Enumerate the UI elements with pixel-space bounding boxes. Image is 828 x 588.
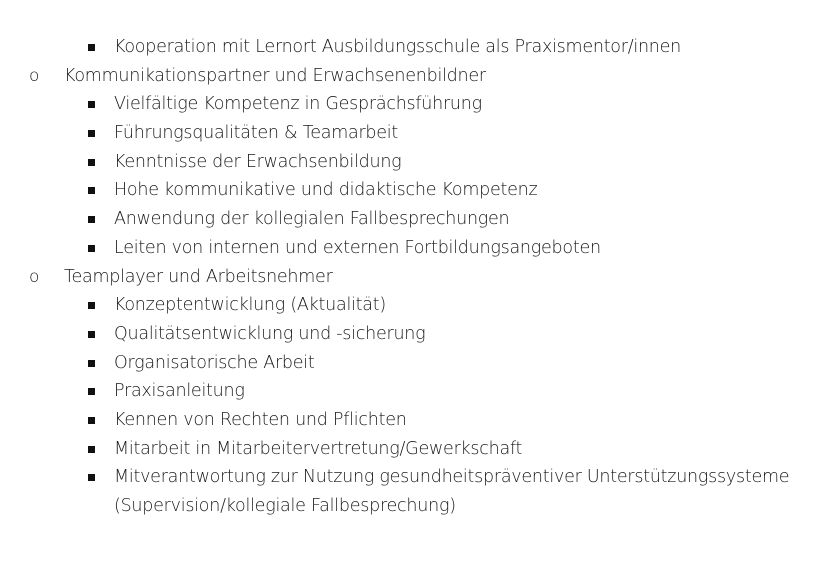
list-item — [0, 406, 828, 435]
list-item-text: (Supervision/kollegiale Fallbesprechung) — [114, 496, 456, 516]
list-item — [0, 90, 828, 119]
list-item-text: Kooperation mit Lernort Ausbildungsschule als Praxismentor/innen — [114, 37, 682, 57]
list-item-text: Kommunikationspartner und Erwachsenenbildner — [64, 65, 486, 86]
square-bullet-icon — [88, 159, 95, 166]
square-bullet-icon — [88, 130, 95, 137]
circle-bullet-icon: o — [29, 65, 40, 86]
list-item-text: Führungsqualitäten & Teamarbeit — [114, 123, 399, 144]
list-item — [0, 263, 828, 292]
list-item — [0, 320, 828, 349]
square-bullet-icon — [88, 101, 95, 108]
list-item-text: Kenntnisse der Erwachsenbildung — [114, 151, 402, 172]
square-bullet-icon — [88, 474, 95, 481]
square-bullet-icon — [88, 245, 95, 252]
square-bullet-icon — [88, 417, 95, 424]
square-bullet-icon — [88, 187, 95, 194]
list-item — [0, 33, 828, 62]
square-bullet-icon — [88, 302, 95, 309]
list-item — [0, 148, 828, 177]
circle-bullet-icon: o — [29, 266, 40, 287]
list-item — [0, 119, 828, 148]
list-item-text: Mitverantwortung zur Nutzung gesundheitspräventiver Unterstützungssysteme — [114, 467, 790, 488]
list-item-text: Konzeptentwicklung (Aktualität) — [114, 295, 386, 316]
list-item — [0, 349, 828, 378]
list-item-text: Praxisanleitung — [114, 381, 245, 402]
square-bullet-icon — [88, 331, 95, 338]
list-item — [0, 377, 828, 406]
list-item-text: Hohe kommunikative und didaktische Kompetenz — [114, 180, 538, 201]
list-item — [0, 176, 828, 205]
list-item — [0, 234, 828, 263]
list-item-text: Teamplayer und Arbeitsnehmer — [64, 266, 333, 287]
list-item-text: Kennen von Rechten und Pflichten — [114, 409, 407, 430]
list-item-text: Organisatorische Arbeit — [114, 352, 315, 373]
list-item-text: Qualitätsentwicklung und -sicherung — [114, 323, 426, 344]
list-item — [0, 463, 828, 492]
square-bullet-icon — [88, 44, 95, 51]
list-item — [0, 62, 828, 91]
list-item — [0, 291, 828, 320]
list-item-text: Leiten von internen und externen Fortbildungsangeboten — [114, 237, 601, 258]
list-item — [0, 205, 828, 234]
list-item-text: Vielfältige Kompetenz in Gesprächsführung — [114, 94, 482, 115]
list-item-text: Anwendung der kollegialen Fallbesprechungen — [114, 209, 510, 230]
square-bullet-icon — [88, 216, 95, 223]
square-bullet-icon — [88, 360, 95, 367]
list-item-text: Mitarbeit in Mitarbeitervertretung/Gewerkschaft — [114, 438, 523, 459]
square-bullet-icon — [88, 388, 95, 395]
document-list — [0, 33, 828, 521]
list-item-continuation — [0, 492, 828, 521]
list-item — [0, 435, 828, 464]
square-bullet-icon — [88, 446, 95, 453]
